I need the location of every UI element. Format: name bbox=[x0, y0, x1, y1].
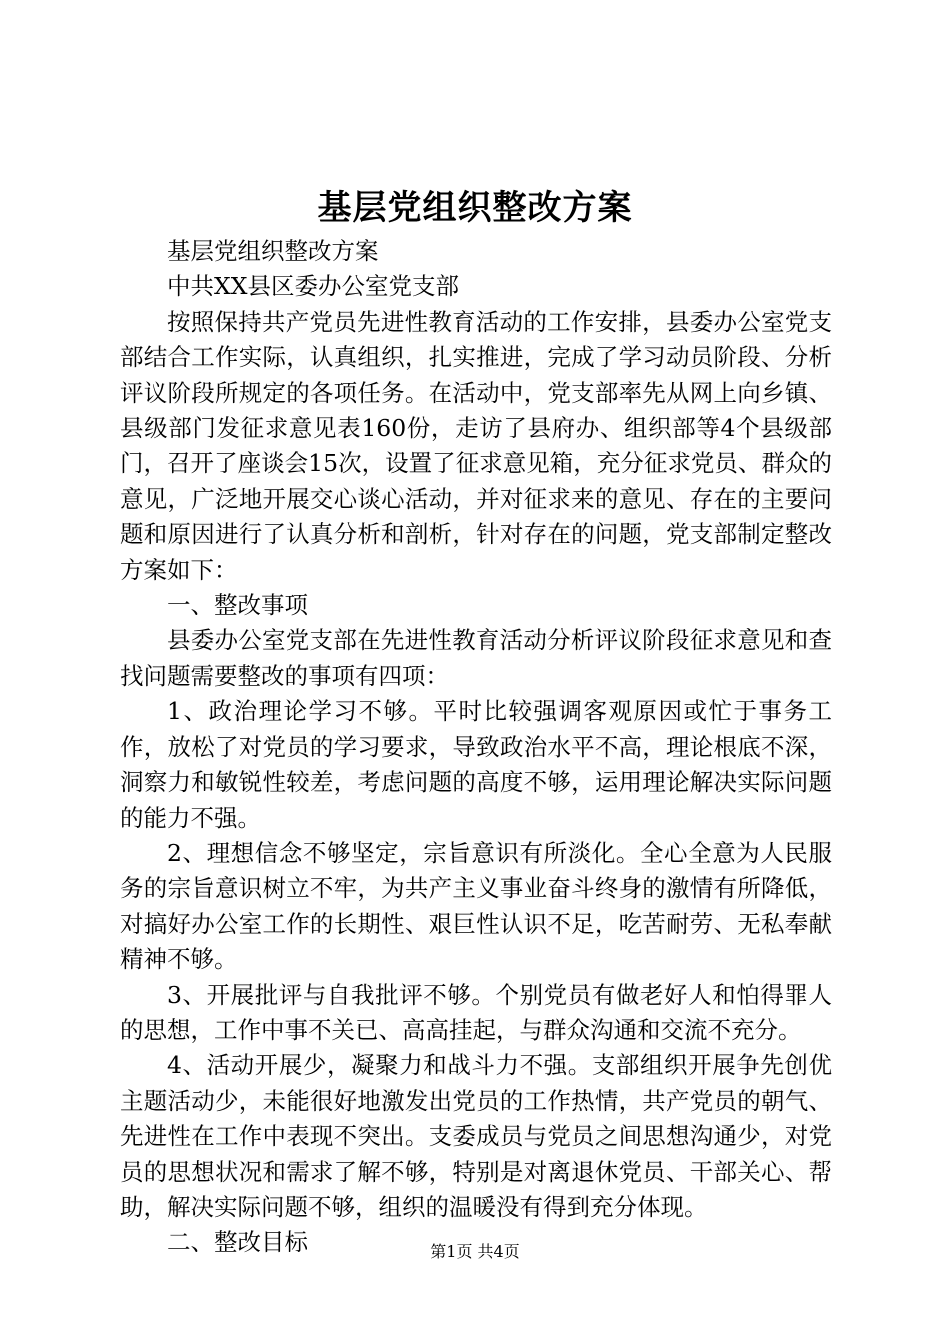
section-1-intro: 县委办公室党支部在先进性教育活动分析评议阶段征求意见和查找问题需要整改的事项有四项： bbox=[120, 626, 832, 690]
organization-line: 中共XX县区委办公室党支部 bbox=[167, 272, 459, 301]
item-4-paragraph: 4、活动开展少，凝聚力和战斗力不强。支部组织开展争先创优主题活动少，未能很好地激发出党员的工作热情，共产党员的朝气、先进性在工作中表现不突出。支委成员与党员之间思想沟通少，对党员的思想状况和需求了解不够，特别是对离退休党员、干部关心、帮助，解决实际问题不够，组织的温暖没有得到充分体现。 bbox=[120, 1051, 832, 1221]
item-2-paragraph: 2、理想信念不够坚定，宗旨意识有所淡化。全心全意为人民服务的宗旨意识树立不牢，为共产主义事业奋斗终身的激情有所降低，对搞好办公室工作的长期性、艰巨性认识不足，吃苦耐劳、无私奉献精神不够。 bbox=[120, 838, 832, 974]
item-3-paragraph: 3、开展批评与自我批评不够。个别党员有做老好人和怕得罪人的思想，工作中事不关已、高高挂起，与群众沟通和交流不充分。 bbox=[120, 980, 832, 1044]
intro-paragraph: 按照保持共产党员先进性教育活动的工作安排，县委办公室党支部结合工作实际，认真组织，扎实推进，完成了学习动员阶段、分析评议阶段所规定的各项任务。在活动中，党支部率先从网上向乡镇、县级部门发征求意见表160份，走访了县府办、组织部等4个县级部门，召开了座谈会15次，设置了征求意见箱，充分征求党员、群众的意见，广泛地开展交心谈心活动，并对征求来的意见、存在的主要问题和原因进行了认真分析和剖析，针对存在的问题，党支部制定整改方案如下： bbox=[120, 307, 832, 584]
document-title: 基层党组织整改方案 bbox=[317, 188, 633, 228]
section-heading-2: 二、整改目标 bbox=[167, 1228, 308, 1257]
document-body bbox=[120, 234, 832, 1261]
page-number-footer: 第1页 共4页 bbox=[430, 1242, 520, 1261]
section-heading-1: 一、整改事项 bbox=[167, 591, 308, 620]
item-1-paragraph: 1、政治理论学习不够。平时比较强调客观原因或忙于事务工作，放松了对党员的学习要求，导致政治水平不高，理论根底不深，洞察力和敏锐性较差，考虑问题的高度不够，运用理论解决实际问题的能力不强。 bbox=[120, 697, 832, 832]
subtitle-line: 基层党组织整改方案 bbox=[167, 237, 379, 265]
